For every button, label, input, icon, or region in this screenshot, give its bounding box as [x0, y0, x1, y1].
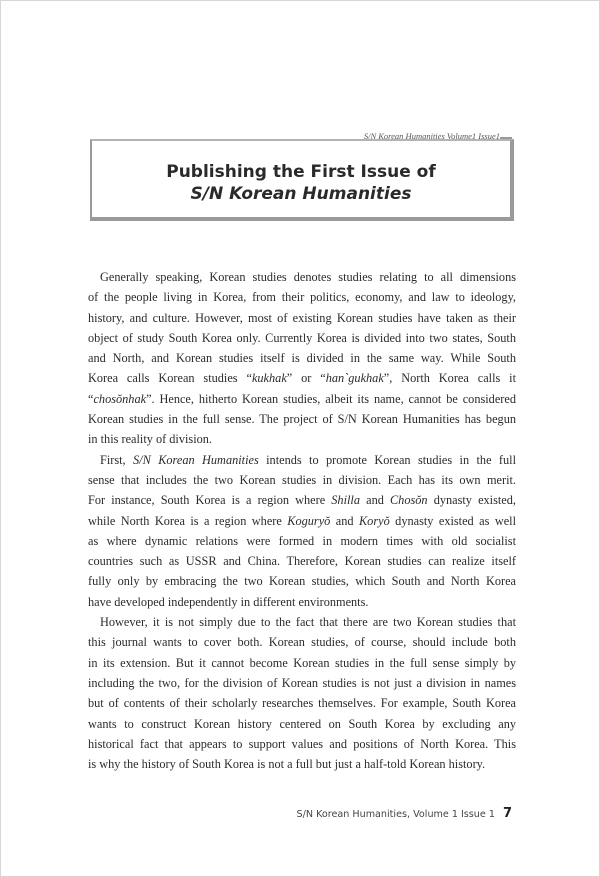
text-line: countries such as USSR and China. Therefore, Korean studies can realize itself	[88, 554, 516, 569]
text-line: is why the history of South Korea is not a full but just a half-told Korean history.	[88, 757, 486, 772]
text-line: including the two, for the division of Korean studies is not just a division in names	[88, 675, 516, 690]
page-number: 7	[502, 806, 512, 821]
text-line: wants to construct Korean history centered on South Korea by excluding any	[88, 716, 516, 731]
text-line: in this reality of division.	[88, 432, 212, 447]
text-line: sense that includes the two Korean studies in division. Each has its own merit.	[88, 472, 516, 487]
footer-journal: S/N Korean Humanities, Volume 1 Issue 1	[296, 809, 495, 820]
text-line: of the people living in Korea, from their politics, economy, and law to ideology,	[88, 290, 516, 305]
text-line: However, it is not simply due to the fact that there are two Korean studies that	[100, 615, 516, 630]
text-line: while North Korea is a region where Koguryŏ and Koryŏ dynasty existed as well	[88, 513, 517, 528]
text-line: Korea calls Korean studies “kukhak” or “han`gukhak”, North Korea calls it	[88, 371, 516, 386]
title-box	[90, 139, 514, 221]
text-line: this journal wants to cover both. Korean studies, of course, should include both	[88, 635, 516, 650]
text-line: “chosŏnhak”. Hence, hitherto Korean studies, albeit its name, cannot be considered	[88, 391, 516, 406]
text-line: but of contents of their scholarly researches themselves. For example, South Korea	[88, 696, 516, 711]
text-line: historical fact that appears to support values and positions of North Korea. This	[88, 736, 516, 751]
running-head: S/N Korean Humanities Volume1 Issue1	[363, 131, 500, 141]
text-line: fully only by embracing the two Korean studies, which South and North Korea	[88, 574, 516, 589]
title-line-1: Publishing the First Issue of	[166, 162, 436, 182]
text-line: First, S/N Korean Humanities intends to promote Korean studies in the full	[100, 452, 516, 467]
text-line: and North, and Korean studies itself is divided in the same way. While South	[88, 351, 516, 366]
page-footer	[297, 806, 512, 821]
text-line: For instance, South Korea is a region where Shilla and Chosŏn dynasty existed,	[88, 493, 516, 508]
text-line: as where dynamic relations were formed in modern times with old socialist	[88, 533, 516, 548]
body-text	[88, 267, 516, 774]
text-line: in its extension. But it cannot become Korean studies in the full sense simply by	[88, 655, 516, 670]
text-line: Korean studies in the full sense. The project of S/N Korean Humanities has begun	[88, 412, 516, 427]
text-line: object of study South Korea only. Currently Korea is divided into two states, South	[88, 330, 516, 345]
text-line: history, and culture. However, most of existing Korean studies have taken as their	[88, 310, 516, 325]
title-line-2: S/N Korean Humanities	[190, 184, 412, 204]
text-line: Generally speaking, Korean studies denotes studies relating to all dimensions	[100, 270, 516, 284]
text-line: have developed independently in different environments.	[88, 594, 369, 609]
